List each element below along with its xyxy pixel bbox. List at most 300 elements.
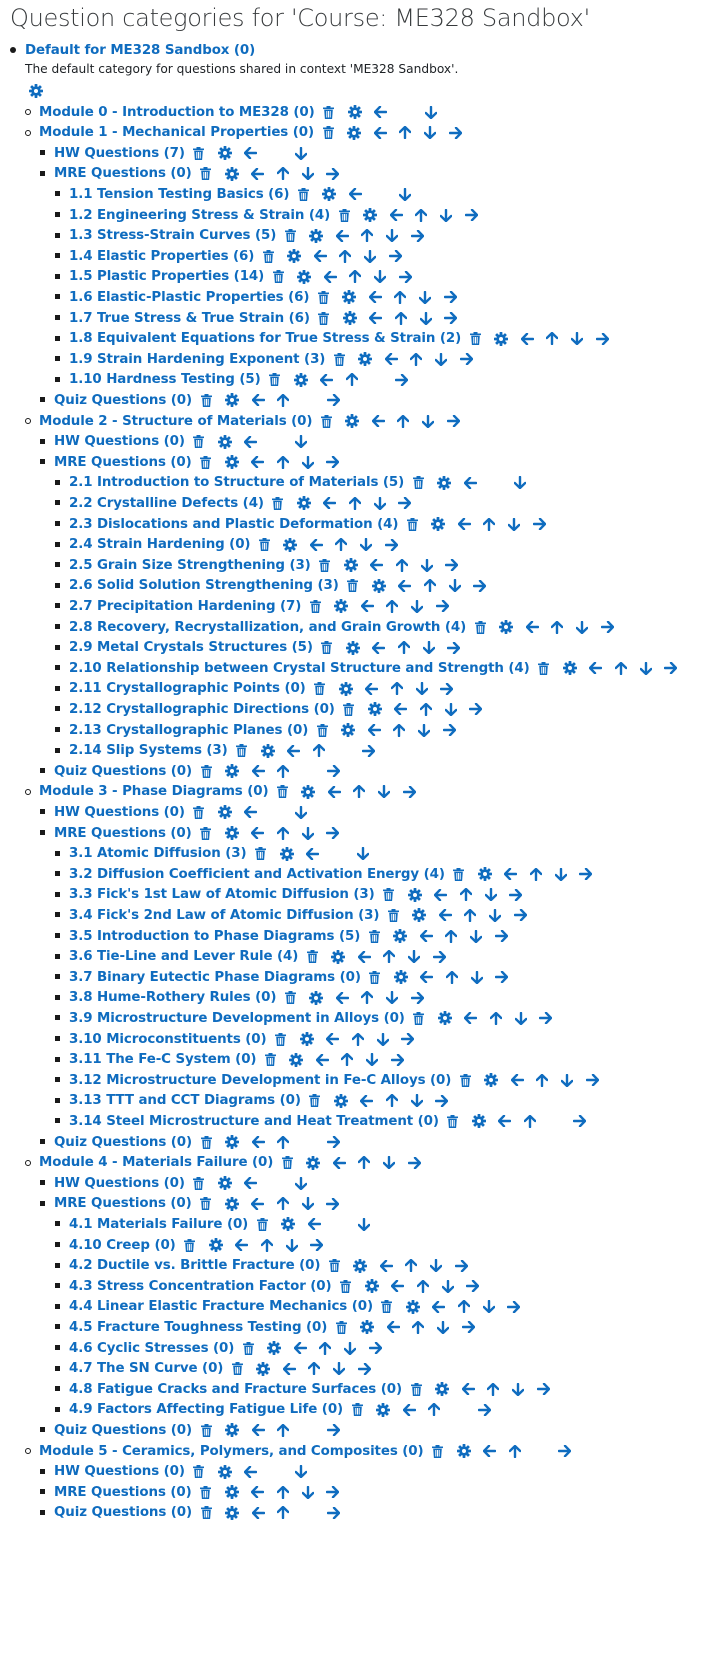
- arrow-down-icon[interactable]: [569, 331, 585, 347]
- gear-icon[interactable]: [282, 537, 298, 553]
- gear-icon[interactable]: [562, 660, 578, 676]
- category-link[interactable]: 1.2 Engineering Stress & Strain (4): [69, 207, 331, 223]
- arrow-up-icon[interactable]: [275, 763, 291, 779]
- category-link[interactable]: 4.1 Materials Failure (0): [69, 1216, 249, 1232]
- trash-icon[interactable]: [338, 1278, 354, 1294]
- arrow-right-icon[interactable]: [443, 310, 459, 326]
- category-link[interactable]: 1.5 Plastic Properties (14): [69, 269, 265, 285]
- trash-icon[interactable]: [191, 145, 207, 161]
- arrow-right-icon[interactable]: [599, 619, 615, 635]
- arrow-right-icon[interactable]: [538, 1010, 554, 1026]
- trash-icon[interactable]: [321, 104, 337, 120]
- arrow-left-icon[interactable]: [371, 640, 387, 656]
- gear-icon[interactable]: [217, 804, 233, 820]
- category-link[interactable]: Quiz Questions (0): [54, 392, 193, 408]
- trash-icon[interactable]: [282, 990, 298, 1006]
- trash-icon[interactable]: [229, 1361, 245, 1377]
- arrow-down-icon[interactable]: [435, 1319, 451, 1335]
- arrow-left-icon[interactable]: [250, 392, 266, 408]
- arrow-left-icon[interactable]: [437, 907, 453, 923]
- arrow-down-icon[interactable]: [419, 557, 435, 573]
- trash-icon[interactable]: [270, 269, 286, 285]
- arrow-left-icon[interactable]: [359, 598, 375, 614]
- arrow-left-icon[interactable]: [312, 248, 328, 264]
- category-link[interactable]: Quiz Questions (0): [54, 763, 193, 779]
- gear-icon[interactable]: [340, 722, 356, 738]
- arrow-left-icon[interactable]: [250, 166, 266, 182]
- gear-icon[interactable]: [217, 434, 233, 450]
- category-link[interactable]: 3.7 Binary Eutectic Phase Diagrams (0): [69, 969, 361, 985]
- arrow-up-icon[interactable]: [410, 1319, 426, 1335]
- arrow-left-icon[interactable]: [418, 928, 434, 944]
- arrow-right-icon[interactable]: [446, 640, 462, 656]
- category-link[interactable]: 2.5 Grain Size Strengthening (3): [69, 557, 311, 573]
- arrow-down-icon[interactable]: [428, 1258, 444, 1274]
- arrow-left-icon[interactable]: [347, 186, 363, 202]
- arrow-left-icon[interactable]: [456, 516, 472, 532]
- arrow-right-icon[interactable]: [325, 1422, 341, 1438]
- category-link[interactable]: MRE Questions (0): [54, 825, 192, 841]
- arrow-down-icon[interactable]: [293, 145, 309, 161]
- trash-icon[interactable]: [304, 949, 320, 965]
- gear-icon[interactable]: [498, 619, 514, 635]
- gear-icon[interactable]: [477, 866, 493, 882]
- arrow-down-icon[interactable]: [342, 1340, 358, 1356]
- arrow-down-icon[interactable]: [397, 186, 413, 202]
- arrow-down-icon[interactable]: [510, 1381, 526, 1397]
- gear-icon[interactable]: [436, 475, 452, 491]
- arrow-down-icon[interactable]: [422, 125, 438, 141]
- trash-icon[interactable]: [536, 660, 552, 676]
- category-link[interactable]: 2.8 Recovery, Recrystallization, and Grain Growth (4): [69, 619, 467, 635]
- arrow-down-icon[interactable]: [284, 1237, 300, 1253]
- trash-icon[interactable]: [445, 1113, 461, 1129]
- arrow-up-icon[interactable]: [344, 372, 360, 388]
- trash-icon[interactable]: [411, 1010, 427, 1026]
- arrow-left-icon[interactable]: [356, 949, 372, 965]
- arrow-down-icon[interactable]: [414, 681, 430, 697]
- arrow-up-icon[interactable]: [339, 1052, 355, 1068]
- arrow-right-icon[interactable]: [444, 557, 460, 573]
- gear-icon[interactable]: [430, 516, 446, 532]
- gear-icon[interactable]: [266, 1340, 282, 1356]
- arrow-down-icon[interactable]: [409, 598, 425, 614]
- arrow-left-icon[interactable]: [433, 887, 449, 903]
- arrow-right-icon[interactable]: [325, 1196, 341, 1212]
- arrow-left-icon[interactable]: [370, 413, 386, 429]
- category-link[interactable]: 4.9 Factors Affecting Fatigue Life (0): [69, 1402, 344, 1418]
- arrow-up-icon[interactable]: [443, 928, 459, 944]
- arrow-right-icon[interactable]: [441, 722, 457, 738]
- trash-icon[interactable]: [282, 228, 298, 244]
- trash-icon[interactable]: [379, 1299, 395, 1315]
- arrow-up-icon[interactable]: [394, 557, 410, 573]
- arrow-up-icon[interactable]: [403, 1258, 419, 1274]
- arrow-left-icon[interactable]: [482, 1443, 498, 1459]
- arrow-left-icon[interactable]: [334, 990, 350, 1006]
- gear-icon[interactable]: [471, 1113, 487, 1129]
- arrow-left-icon[interactable]: [250, 1484, 266, 1500]
- arrow-up-icon[interactable]: [275, 1422, 291, 1438]
- arrow-right-icon[interactable]: [472, 578, 488, 594]
- trash-icon[interactable]: [307, 598, 323, 614]
- arrow-left-icon[interactable]: [250, 763, 266, 779]
- arrow-down-icon[interactable]: [381, 1155, 397, 1171]
- trash-icon[interactable]: [270, 495, 286, 511]
- gear-icon[interactable]: [224, 825, 240, 841]
- arrow-right-icon[interactable]: [465, 1278, 481, 1294]
- gear-icon[interactable]: [357, 351, 373, 367]
- gear-icon[interactable]: [343, 557, 359, 573]
- arrow-up-icon[interactable]: [488, 1010, 504, 1026]
- category-link[interactable]: 3.9 Microstructure Development in Alloys (0): [69, 1010, 405, 1026]
- arrow-up-icon[interactable]: [350, 1031, 366, 1047]
- arrow-up-icon[interactable]: [356, 1155, 372, 1171]
- arrow-down-icon[interactable]: [362, 248, 378, 264]
- category-link[interactable]: 1.1 Tension Testing Basics (6): [69, 186, 290, 202]
- arrow-left-icon[interactable]: [497, 1113, 513, 1129]
- arrow-down-icon[interactable]: [356, 1216, 372, 1232]
- category-link[interactable]: HW Questions (7): [54, 145, 185, 161]
- arrow-right-icon[interactable]: [325, 825, 341, 841]
- category-link[interactable]: 2.12 Crystallographic Directions (0): [69, 701, 335, 717]
- gear-icon[interactable]: [305, 1155, 321, 1171]
- arrow-left-icon[interactable]: [509, 1072, 525, 1088]
- gear-icon[interactable]: [392, 928, 408, 944]
- category-link[interactable]: 1.4 Elastic Properties (6): [69, 248, 255, 264]
- trash-icon[interactable]: [331, 351, 347, 367]
- gear-icon[interactable]: [364, 1278, 380, 1294]
- trash-icon[interactable]: [198, 1134, 214, 1150]
- arrow-right-icon[interactable]: [557, 1443, 573, 1459]
- trash-icon[interactable]: [274, 784, 290, 800]
- arrow-left-icon[interactable]: [314, 1052, 330, 1068]
- arrow-down-icon[interactable]: [512, 475, 528, 491]
- trash-icon[interactable]: [345, 578, 361, 594]
- trash-icon[interactable]: [198, 1196, 214, 1212]
- arrow-right-icon[interactable]: [356, 1361, 372, 1377]
- arrow-left-icon[interactable]: [250, 454, 266, 470]
- arrow-down-icon[interactable]: [300, 454, 316, 470]
- arrow-down-icon[interactable]: [293, 434, 309, 450]
- category-link[interactable]: 3.12 Microstructure Development in Fe-C Alloys (0): [69, 1072, 452, 1088]
- arrow-down-icon[interactable]: [355, 846, 371, 862]
- arrow-left-icon[interactable]: [243, 434, 259, 450]
- trash-icon[interactable]: [273, 1031, 289, 1047]
- arrow-right-icon[interactable]: [447, 125, 463, 141]
- gear-icon[interactable]: [224, 1134, 240, 1150]
- arrow-left-icon[interactable]: [385, 1319, 401, 1335]
- category-link[interactable]: Module 3 - Phase Diagrams (0): [39, 784, 269, 800]
- trash-icon[interactable]: [262, 1052, 278, 1068]
- trash-icon[interactable]: [385, 907, 401, 923]
- category-link[interactable]: 4.4 Linear Elastic Fracture Mechanics (0): [69, 1299, 373, 1315]
- trash-icon[interactable]: [326, 1258, 342, 1274]
- trash-icon[interactable]: [198, 1505, 214, 1521]
- arrow-up-icon[interactable]: [458, 887, 474, 903]
- gear-icon[interactable]: [456, 1443, 472, 1459]
- trash-icon[interactable]: [198, 392, 214, 408]
- arrow-down-icon[interactable]: [300, 825, 316, 841]
- arrow-down-icon[interactable]: [423, 104, 439, 120]
- arrow-right-icon[interactable]: [325, 454, 341, 470]
- arrow-left-icon[interactable]: [419, 969, 435, 985]
- gear-icon[interactable]: [321, 186, 337, 202]
- arrow-down-icon[interactable]: [440, 1278, 456, 1294]
- trash-icon[interactable]: [366, 928, 382, 944]
- arrow-left-icon[interactable]: [325, 1031, 341, 1047]
- arrow-left-icon[interactable]: [393, 701, 409, 717]
- gear-icon[interactable]: [299, 1031, 315, 1047]
- arrow-left-icon[interactable]: [250, 1134, 266, 1150]
- gear-icon[interactable]: [342, 310, 358, 326]
- category-link[interactable]: 1.10 Hardness Testing (5): [69, 372, 261, 388]
- category-link[interactable]: 2.6 Solid Solution Strengthening (3): [69, 578, 339, 594]
- gear-icon[interactable]: [288, 1052, 304, 1068]
- category-link[interactable]: Module 5 - Ceramics, Polymers, and Composites (0): [39, 1443, 424, 1459]
- arrow-right-icon[interactable]: [506, 1299, 522, 1315]
- arrow-right-icon[interactable]: [439, 681, 455, 697]
- arrow-right-icon[interactable]: [463, 207, 479, 223]
- arrow-left-icon[interactable]: [250, 825, 266, 841]
- trash-icon[interactable]: [317, 557, 333, 573]
- trash-icon[interactable]: [198, 1484, 214, 1500]
- arrow-up-icon[interactable]: [275, 392, 291, 408]
- arrow-down-icon[interactable]: [358, 537, 374, 553]
- gear-icon[interactable]: [333, 1093, 349, 1109]
- category-link[interactable]: 3.6 Tie-Line and Lever Rule (4): [69, 949, 299, 965]
- category-link[interactable]: 4.3 Stress Concentration Factor (0): [69, 1278, 332, 1294]
- category-link[interactable]: HW Questions (0): [54, 1464, 185, 1480]
- arrow-left-icon[interactable]: [378, 1258, 394, 1274]
- arrow-down-icon[interactable]: [417, 289, 433, 305]
- arrow-down-icon[interactable]: [293, 804, 309, 820]
- arrow-up-icon[interactable]: [351, 784, 367, 800]
- arrow-right-icon[interactable]: [458, 351, 474, 367]
- arrow-up-icon[interactable]: [413, 207, 429, 223]
- category-link[interactable]: 3.13 TTT and CCT Diagrams (0): [69, 1093, 301, 1109]
- arrow-up-icon[interactable]: [418, 701, 434, 717]
- gear-icon[interactable]: [293, 372, 309, 388]
- arrow-right-icon[interactable]: [572, 1113, 588, 1129]
- category-link[interactable]: 4.5 Fracture Toughness Testing (0): [69, 1319, 328, 1335]
- arrow-right-icon[interactable]: [434, 598, 450, 614]
- category-link[interactable]: 2.4 Strain Hardening (0): [69, 537, 251, 553]
- arrow-right-icon[interactable]: [361, 743, 377, 759]
- arrow-left-icon[interactable]: [460, 1381, 476, 1397]
- category-link[interactable]: 4.10 Creep (0): [69, 1237, 176, 1253]
- category-link[interactable]: 4.6 Cyclic Stresses (0): [69, 1340, 235, 1356]
- category-link[interactable]: Module 4 - Materials Failure (0): [39, 1155, 274, 1171]
- arrow-left-icon[interactable]: [397, 578, 413, 594]
- arrow-left-icon[interactable]: [519, 331, 535, 347]
- gear-icon[interactable]: [224, 392, 240, 408]
- arrow-left-icon[interactable]: [243, 1175, 259, 1191]
- arrow-down-icon[interactable]: [372, 269, 388, 285]
- arrow-down-icon[interactable]: [438, 207, 454, 223]
- arrow-right-icon[interactable]: [389, 1052, 405, 1068]
- gear-icon[interactable]: [371, 578, 387, 594]
- arrow-up-icon[interactable]: [275, 1484, 291, 1500]
- arrow-left-icon[interactable]: [369, 557, 385, 573]
- arrow-up-icon[interactable]: [444, 969, 460, 985]
- arrow-left-icon[interactable]: [390, 1278, 406, 1294]
- category-link[interactable]: MRE Questions (0): [54, 454, 192, 470]
- trash-icon[interactable]: [333, 1319, 349, 1335]
- arrow-right-icon[interactable]: [401, 784, 417, 800]
- arrow-down-icon[interactable]: [487, 907, 503, 923]
- gear-icon[interactable]: [224, 763, 240, 779]
- arrow-left-icon[interactable]: [462, 475, 478, 491]
- gear-icon[interactable]: [296, 495, 312, 511]
- arrow-up-icon[interactable]: [389, 681, 405, 697]
- gear-icon[interactable]: [224, 166, 240, 182]
- trash-icon[interactable]: [260, 248, 276, 264]
- gear-icon[interactable]: [217, 1175, 233, 1191]
- arrow-up-icon[interactable]: [528, 866, 544, 882]
- gear-icon[interactable]: [362, 207, 378, 223]
- arrow-left-icon[interactable]: [373, 104, 389, 120]
- arrow-left-icon[interactable]: [306, 1216, 322, 1232]
- arrow-right-icon[interactable]: [493, 928, 509, 944]
- arrow-right-icon[interactable]: [531, 516, 547, 532]
- arrow-up-icon[interactable]: [393, 310, 409, 326]
- category-link[interactable]: 3.5 Introduction to Phase Diagrams (5): [69, 928, 361, 944]
- trash-icon[interactable]: [314, 722, 330, 738]
- arrow-right-icon[interactable]: [406, 1155, 422, 1171]
- trash-icon[interactable]: [467, 331, 483, 347]
- trash-icon[interactable]: [198, 825, 214, 841]
- arrow-down-icon[interactable]: [300, 1196, 316, 1212]
- category-link[interactable]: 3.1 Atomic Diffusion (3): [69, 846, 247, 862]
- category-link[interactable]: 3.11 The Fe-C System (0): [69, 1052, 257, 1068]
- arrow-up-icon[interactable]: [275, 825, 291, 841]
- trash-icon[interactable]: [256, 537, 272, 553]
- arrow-up-icon[interactable]: [485, 1381, 501, 1397]
- category-link[interactable]: MRE Questions (0): [54, 1484, 192, 1500]
- trash-icon[interactable]: [191, 1464, 207, 1480]
- trash-icon[interactable]: [320, 125, 336, 141]
- category-link[interactable]: 2.13 Crystallographic Planes (0): [69, 722, 309, 738]
- trash-icon[interactable]: [336, 207, 352, 223]
- arrow-up-icon[interactable]: [456, 1299, 472, 1315]
- arrow-left-icon[interactable]: [524, 619, 540, 635]
- arrow-left-icon[interactable]: [319, 372, 335, 388]
- category-link[interactable]: 1.6 Elastic-Plastic Properties (6): [69, 289, 310, 305]
- arrow-up-icon[interactable]: [347, 269, 363, 285]
- arrow-down-icon[interactable]: [513, 1010, 529, 1026]
- arrow-down-icon[interactable]: [409, 1093, 425, 1109]
- arrow-up-icon[interactable]: [311, 743, 327, 759]
- trash-icon[interactable]: [191, 804, 207, 820]
- trash-icon[interactable]: [295, 186, 311, 202]
- arrow-right-icon[interactable]: [468, 701, 484, 717]
- arrow-up-icon[interactable]: [384, 1093, 400, 1109]
- arrow-right-icon[interactable]: [400, 1031, 416, 1047]
- arrow-right-icon[interactable]: [325, 1134, 341, 1150]
- category-link[interactable]: 1.8 Equivalent Equations for True Stress & Strain (2): [69, 331, 462, 347]
- arrow-right-icon[interactable]: [512, 907, 528, 923]
- arrow-right-icon[interactable]: [325, 763, 341, 779]
- arrow-up-icon[interactable]: [481, 516, 497, 532]
- arrow-left-icon[interactable]: [281, 1361, 297, 1377]
- gear-icon[interactable]: [411, 907, 427, 923]
- category-link[interactable]: 2.14 Slip Systems (3): [69, 743, 228, 759]
- trash-icon[interactable]: [430, 1443, 446, 1459]
- arrow-left-icon[interactable]: [250, 1196, 266, 1212]
- arrow-down-icon[interactable]: [376, 784, 392, 800]
- gear-icon[interactable]: [330, 949, 346, 965]
- arrow-left-icon[interactable]: [368, 310, 384, 326]
- gear-icon[interactable]: [296, 269, 312, 285]
- category-link[interactable]: 3.8 Hume-Rothery Rules (0): [69, 990, 277, 1006]
- arrow-up-icon[interactable]: [275, 1196, 291, 1212]
- arrow-down-icon[interactable]: [364, 1052, 380, 1068]
- arrow-left-icon[interactable]: [431, 1299, 447, 1315]
- trash-icon[interactable]: [198, 763, 214, 779]
- arrow-down-icon[interactable]: [375, 1031, 391, 1047]
- category-link[interactable]: Module 2 - Structure of Materials (0): [39, 413, 313, 429]
- gear-icon[interactable]: [405, 1299, 421, 1315]
- arrow-up-icon[interactable]: [396, 640, 412, 656]
- arrow-right-icon[interactable]: [460, 1319, 476, 1335]
- arrow-down-icon[interactable]: [506, 516, 522, 532]
- arrow-down-icon[interactable]: [331, 1361, 347, 1377]
- arrow-left-icon[interactable]: [243, 804, 259, 820]
- trash-icon[interactable]: [240, 1340, 256, 1356]
- gear-icon[interactable]: [367, 701, 383, 717]
- arrow-left-icon[interactable]: [401, 1402, 417, 1418]
- arrow-down-icon[interactable]: [443, 701, 459, 717]
- arrow-up-icon[interactable]: [347, 495, 363, 511]
- category-link[interactable]: 2.2 Crystalline Defects (4): [69, 495, 264, 511]
- arrow-left-icon[interactable]: [308, 537, 324, 553]
- category-link[interactable]: 2.7 Precipitation Hardening (7): [69, 598, 302, 614]
- arrow-down-icon[interactable]: [300, 1484, 316, 1500]
- arrow-up-icon[interactable]: [408, 351, 424, 367]
- gear-icon[interactable]: [333, 598, 349, 614]
- arrow-right-icon[interactable]: [494, 969, 510, 985]
- gear-icon[interactable]: [224, 1484, 240, 1500]
- trash-icon[interactable]: [312, 681, 328, 697]
- arrow-left-icon[interactable]: [364, 681, 380, 697]
- arrow-down-icon[interactable]: [574, 619, 590, 635]
- arrow-right-icon[interactable]: [325, 166, 341, 182]
- gear-icon[interactable]: [483, 1072, 499, 1088]
- arrow-right-icon[interactable]: [409, 990, 425, 1006]
- category-link[interactable]: 3.10 Microconstituents (0): [69, 1031, 267, 1047]
- arrow-right-icon[interactable]: [535, 1381, 551, 1397]
- trash-icon[interactable]: [198, 454, 214, 470]
- arrow-right-icon[interactable]: [434, 1093, 450, 1109]
- arrow-left-icon[interactable]: [286, 743, 302, 759]
- arrow-right-icon[interactable]: [663, 660, 679, 676]
- arrow-left-icon[interactable]: [305, 846, 321, 862]
- category-link[interactable]: Quiz Questions (0): [54, 1505, 193, 1521]
- gear-icon[interactable]: [224, 1505, 240, 1521]
- arrow-left-icon[interactable]: [243, 1464, 259, 1480]
- arrow-up-icon[interactable]: [384, 598, 400, 614]
- arrow-right-icon[interactable]: [508, 887, 524, 903]
- trash-icon[interactable]: [457, 1072, 473, 1088]
- arrow-up-icon[interactable]: [422, 578, 438, 594]
- category-link[interactable]: 1.9 Strain Hardening Exponent (3): [69, 351, 326, 367]
- arrow-up-icon[interactable]: [275, 454, 291, 470]
- arrow-down-icon[interactable]: [384, 228, 400, 244]
- category-link[interactable]: 3.4 Fick's 2nd Law of Atomic Diffusion (3): [69, 907, 380, 923]
- category-link[interactable]: Module 0 - Introduction to ME328 (0): [39, 104, 315, 120]
- category-link[interactable]: 3.2 Diffusion Coefficient and Activation Energy (4): [69, 866, 445, 882]
